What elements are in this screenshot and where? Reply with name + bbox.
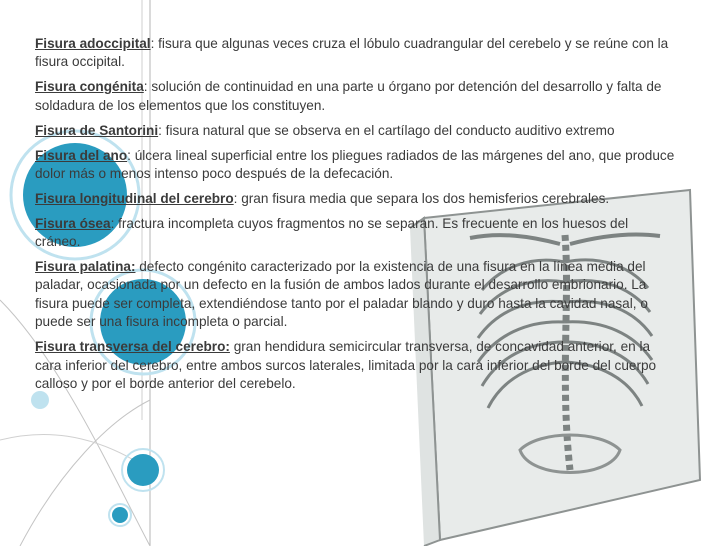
decorative-curve [0, 434, 150, 470]
glossary-entry [35, 147, 675, 184]
glossary-entry [35, 258, 675, 332]
entry-term: Fisura congénita [35, 79, 144, 95]
entry-term: Fisura del ano [35, 147, 128, 163]
entry-term: Fisura de Santorini [35, 122, 159, 138]
glossary-entry [35, 78, 675, 115]
entry-definition: : gran fisura media que separa los dos hemisferios cerebrales. [233, 190, 610, 206]
entry-term: Fisura transversa del cerebro: [35, 339, 230, 355]
entry-definition: gran hendidura semicircular transversa, de concavidad anterior, en la cara inferior del cerebro, entre ambos surcos laterales, limitada por la cara inferior del borde del cuerpo calloso y por el borde anterior del cerebelo. [35, 339, 657, 391]
entry-term: Fisura ósea [35, 215, 111, 231]
entry-term: Fisura palatina: [35, 259, 136, 275]
small-blue-circle [127, 454, 159, 486]
entry-definition: : solución de continuidad en una parte u órgano por detención del desarrollo y falta de soldadura de los elementos que los constituyen. [35, 79, 662, 113]
glossary-content [35, 35, 675, 400]
entry-definition: : fractura incompleta cuyos fragmentos no se separan. Es frecuente en los huesos del cráneo. [35, 215, 629, 250]
glossary-entry [35, 190, 675, 208]
glossary-entry [35, 215, 675, 252]
entry-definition: : fisura natural que se observa en el cartílago del conducto auditivo extremo [158, 122, 615, 138]
tiny-blue-circle [112, 507, 128, 523]
entry-term: Fisura longitudinal del cerebro [35, 190, 234, 206]
entry-definition: : fisura que algunas veces cruza el lóbulo cuadrangular del cerebelo y se reúne con la fisura occipital. [35, 36, 669, 70]
glossary-entry [35, 122, 675, 140]
entry-definition: defecto congénito caracterizado por la existencia de una fisura en la línea media del paladar, ocasionada por un defecto en la fusión de ambos lados durante el desarrollo embrionario. La fisura puede ser completa, extendiéndose tanto por el paladar blando y duro hasta la cavidad nasal, o puede ser una fisura incompleta o parcial. [35, 259, 648, 330]
glossary-entry [35, 35, 675, 72]
entry-definition: : úlcera lineal superficial entre los pliegues radiados de las márgenes del ano, que produce dolor más o menos intenso poco después de la defecación. [35, 147, 675, 181]
glossary-entry [35, 338, 675, 393]
entry-term: Fisura adoccipital [35, 36, 151, 51]
